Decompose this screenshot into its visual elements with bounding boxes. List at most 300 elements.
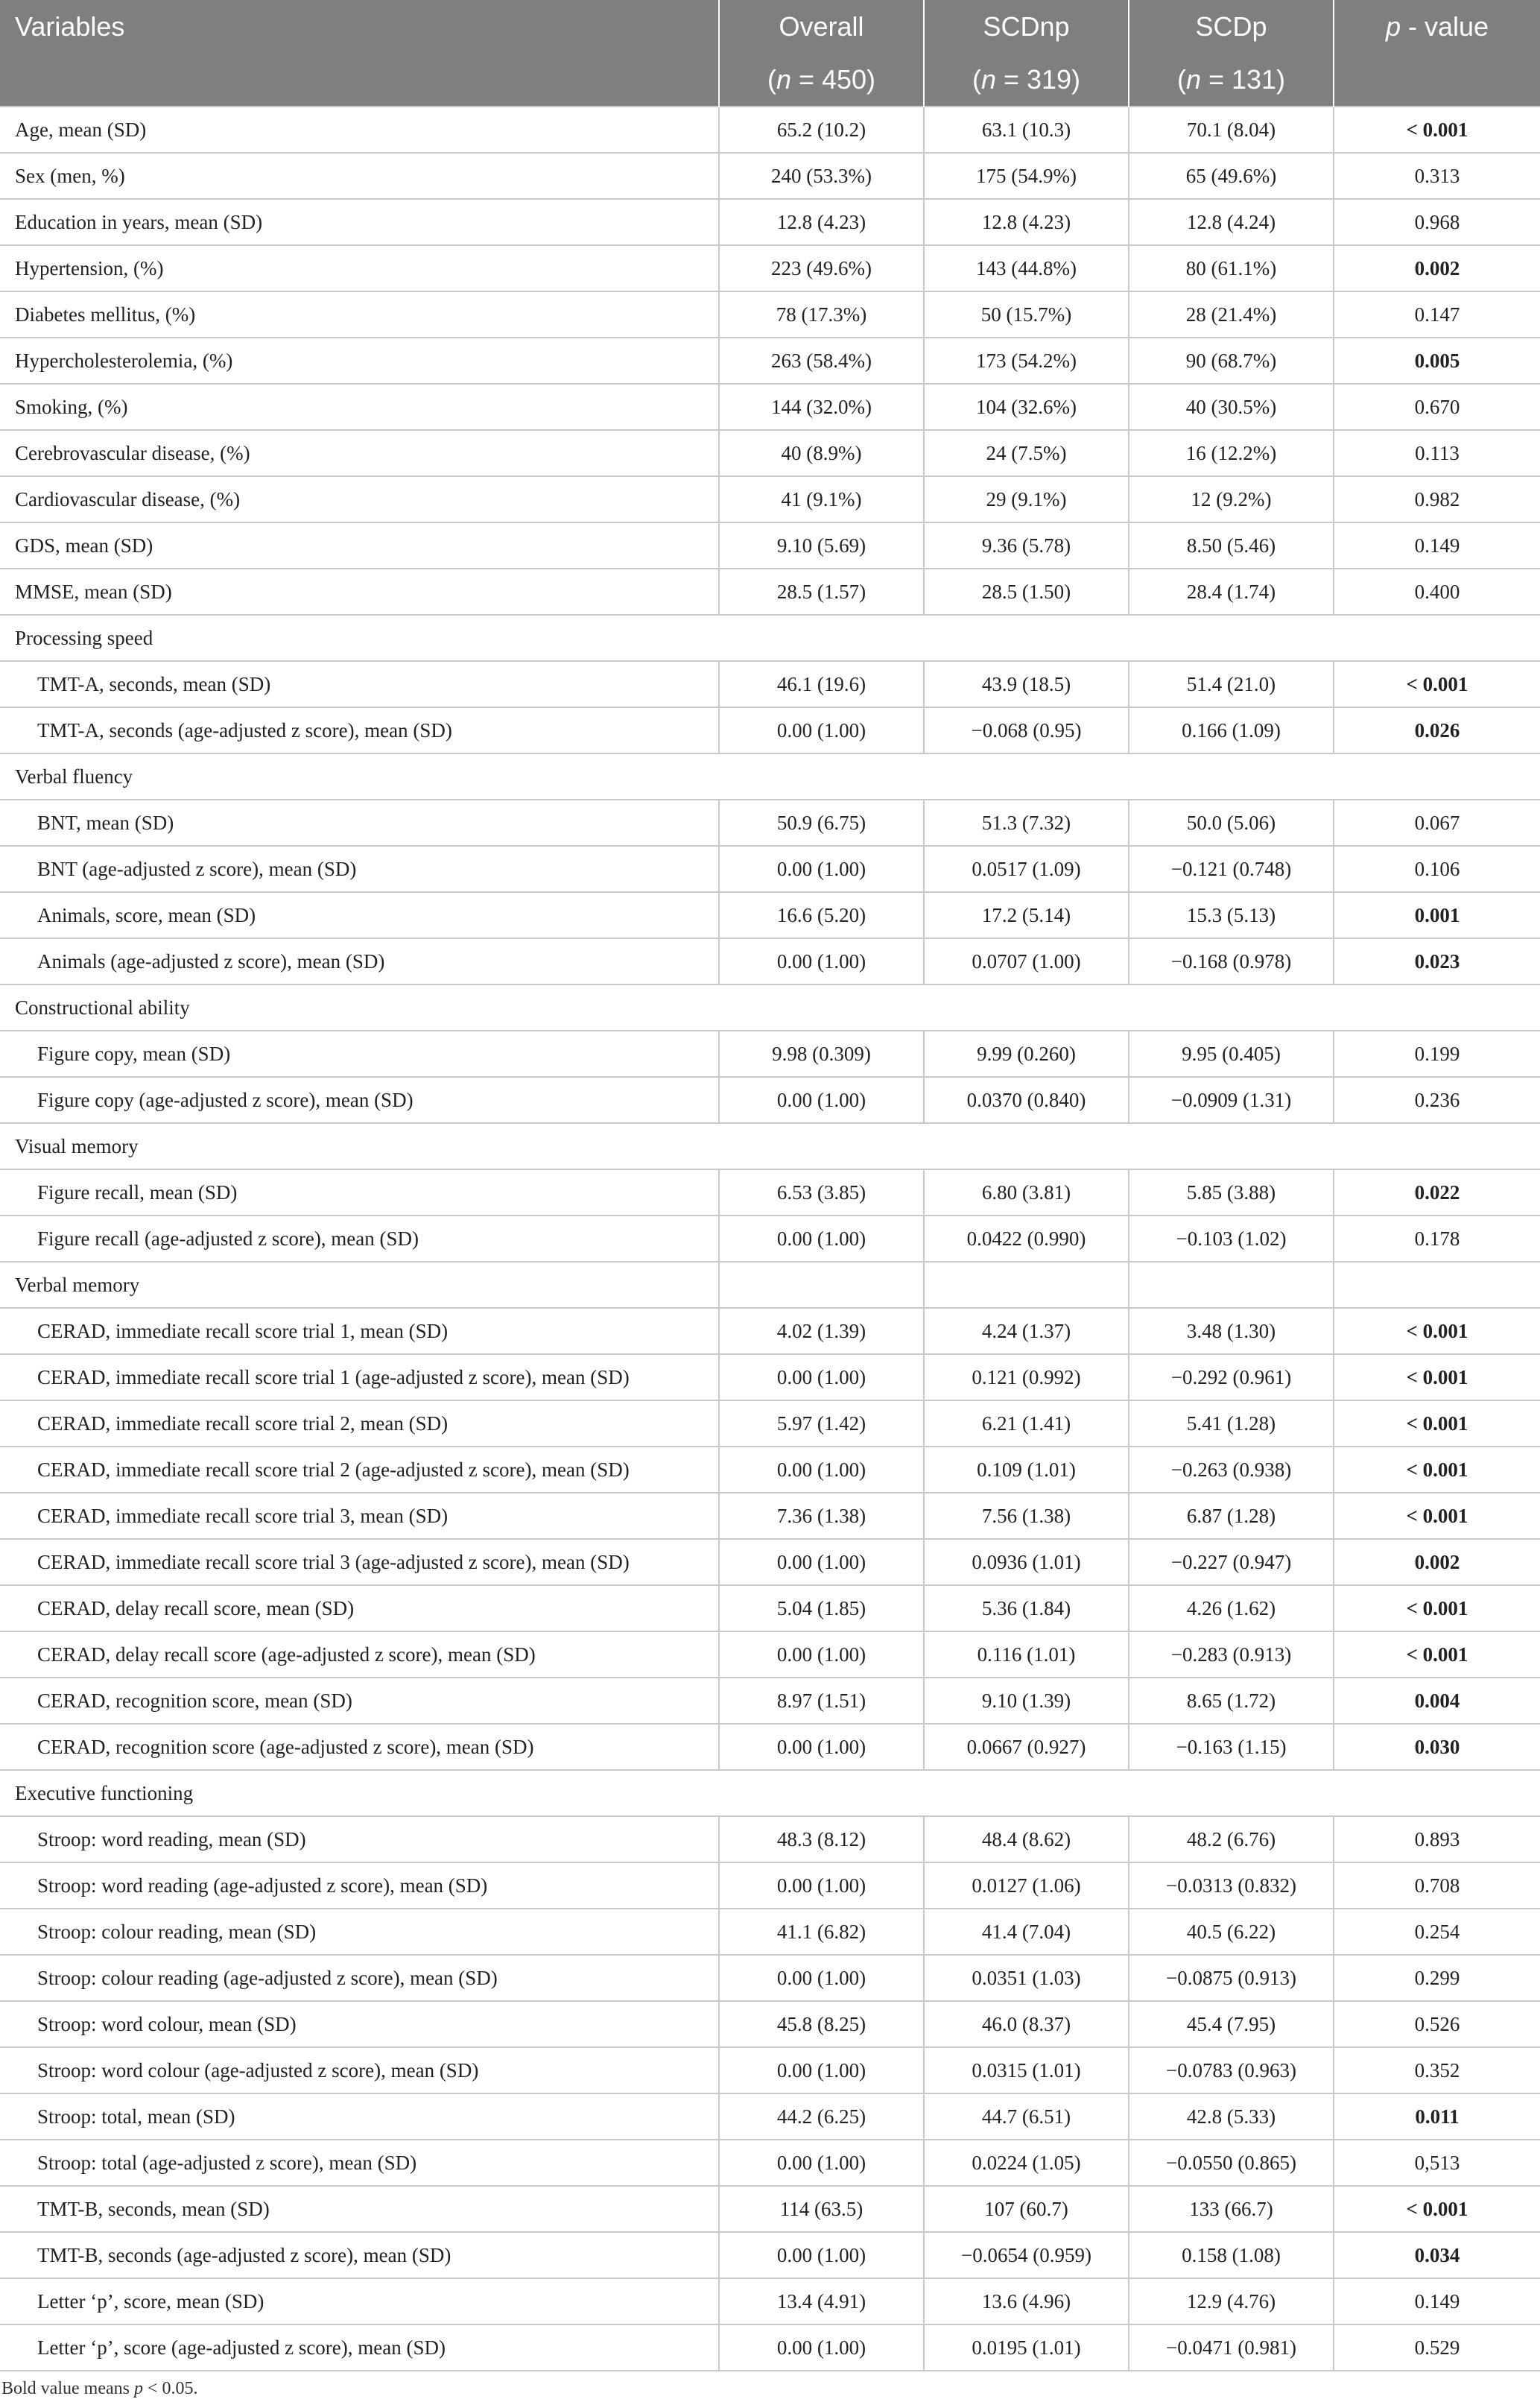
overall-cell: 9.98 (0.309) <box>719 1031 924 1077</box>
scdnp-cell: 41.4 (7.04) <box>924 1909 1129 1955</box>
empty-cell <box>1334 1262 1540 1308</box>
overall-cell: 13.4 (4.91) <box>719 2278 924 2324</box>
scdp-cell: 8.65 (1.72) <box>1129 1678 1334 1724</box>
scdnp-cell: 13.6 (4.96) <box>924 2278 1129 2324</box>
scdnp-cell: 43.9 (18.5) <box>924 661 1129 707</box>
table-row <box>0 1678 1540 1724</box>
n-italic: n <box>1185 63 1201 95</box>
scdnp-cell: 9.10 (1.39) <box>924 1678 1129 1724</box>
table-row <box>0 430 1540 476</box>
p-value-cell: 0.968 <box>1334 199 1540 245</box>
variable-cell: CERAD, immediate recall score trial 1, mean (SD) <box>0 1308 719 1354</box>
section-label: Verbal memory <box>0 1262 719 1308</box>
table-row <box>0 1308 1540 1354</box>
open-paren: ( <box>1176 63 1186 95</box>
scdnp-cell: 44.7 (6.51) <box>924 2093 1129 2140</box>
p-value-cell: < 0.001 <box>1334 1354 1540 1400</box>
scdp-cell: 0.166 (1.09) <box>1129 707 1334 753</box>
overall-cell: 0.00 (1.00) <box>719 2140 924 2186</box>
scdp-cell: 12.9 (4.76) <box>1129 2278 1334 2324</box>
variable-cell: CERAD, delay recall score, mean (SD) <box>0 1585 719 1631</box>
scdp-cell: 80 (61.1%) <box>1129 245 1334 291</box>
p-value-cell: 0.002 <box>1334 245 1540 291</box>
variable-cell: TMT-B, seconds, mean (SD) <box>0 2186 719 2232</box>
p-value-cell: 0.002 <box>1334 1539 1540 1585</box>
p-value-cell: < 0.001 <box>1334 2186 1540 2232</box>
scdp-cell: −0.0875 (0.913) <box>1129 1955 1334 2001</box>
p-value-cell: 0.030 <box>1334 1724 1540 1770</box>
variable-cell: Stroop: word colour, mean (SD) <box>0 2001 719 2047</box>
variable-cell: Cardiovascular disease, (%) <box>0 476 719 522</box>
overall-cell: 0.00 (1.00) <box>719 1354 924 1400</box>
scdp-cell: 4.26 (1.62) <box>1129 1585 1334 1631</box>
overall-cell: 0.00 (1.00) <box>719 846 924 892</box>
scdp-cell: 28 (21.4%) <box>1129 291 1334 338</box>
table-row <box>0 476 1540 522</box>
header-p-italic: p <box>1385 10 1401 42</box>
header-empty <box>0 53 719 107</box>
scdp-cell: 9.95 (0.405) <box>1129 1031 1334 1077</box>
section-label: Visual memory <box>0 1123 1540 1169</box>
table-row <box>0 291 1540 338</box>
overall-cell: 240 (53.3%) <box>719 153 924 199</box>
variable-cell: Diabetes mellitus, (%) <box>0 291 719 338</box>
p-value-cell: 0.023 <box>1334 938 1540 984</box>
scdnp-cell: 51.3 (7.32) <box>924 800 1129 846</box>
scdp-cell: 45.4 (7.95) <box>1129 2001 1334 2047</box>
p-value-cell: 0.400 <box>1334 569 1540 615</box>
overall-cell: 65.2 (10.2) <box>719 107 924 153</box>
scdp-n-value: = 131) <box>1200 63 1286 95</box>
p-value-cell: < 0.001 <box>1334 1447 1540 1493</box>
variable-cell: Animals, score, mean (SD) <box>0 892 719 938</box>
header-variables: Variables <box>0 0 719 53</box>
p-value-cell: < 0.001 <box>1334 1493 1540 1539</box>
scdnp-cell: 175 (54.9%) <box>924 153 1129 199</box>
variable-cell: Smoking, (%) <box>0 384 719 430</box>
section-label: Verbal fluency <box>0 753 1540 800</box>
p-value-cell: 0.982 <box>1334 476 1540 522</box>
scdnp-cell: 0.0127 (1.06) <box>924 1862 1129 1909</box>
table-row <box>0 1539 1540 1585</box>
variable-cell: Stroop: word reading, mean (SD) <box>0 1816 719 1862</box>
table-row <box>0 1031 1540 1077</box>
table-row <box>0 800 1540 846</box>
scdnp-cell: 63.1 (10.3) <box>924 107 1129 153</box>
table-row <box>0 2186 1540 2232</box>
overall-cell: 50.9 (6.75) <box>719 800 924 846</box>
section-label: Processing speed <box>0 615 1540 661</box>
table-row <box>0 2001 1540 2047</box>
scdnp-cell: 0.0936 (1.01) <box>924 1539 1129 1585</box>
p-value-cell: < 0.001 <box>1334 107 1540 153</box>
scdp-cell: −0.163 (1.15) <box>1129 1724 1334 1770</box>
p-value-cell: 0.708 <box>1334 1862 1540 1909</box>
table-row <box>0 2047 1540 2093</box>
table-row <box>0 1493 1540 1539</box>
scdp-cell: −0.0909 (1.31) <box>1129 1077 1334 1123</box>
table-body <box>0 107 1540 2371</box>
variable-cell: Animals (age-adjusted z score), mean (SD) <box>0 938 719 984</box>
header-row <box>0 0 1540 53</box>
scdp-cell: 51.4 (21.0) <box>1129 661 1334 707</box>
variable-cell: Education in years, mean (SD) <box>0 199 719 245</box>
p-value-cell: 0.149 <box>1334 2278 1540 2324</box>
table-row <box>0 2232 1540 2278</box>
scdnp-cell: −0.068 (0.95) <box>924 707 1129 753</box>
scdnp-cell: 0.121 (0.992) <box>924 1354 1129 1400</box>
table-row <box>0 384 1540 430</box>
table-row <box>0 522 1540 569</box>
scdnp-cell: 29 (9.1%) <box>924 476 1129 522</box>
scdp-cell: 42.8 (5.33) <box>1129 2093 1334 2140</box>
scdp-cell: −0.168 (0.978) <box>1129 938 1334 984</box>
table-row <box>0 1955 1540 2001</box>
footnote-prefix: Bold value means <box>1 2379 134 2398</box>
section-row <box>0 1770 1540 1816</box>
variable-cell: CERAD, recognition score, mean (SD) <box>0 1678 719 1724</box>
scdnp-cell: 0.0707 (1.00) <box>924 938 1129 984</box>
scdnp-cell: 0.116 (1.01) <box>924 1631 1129 1678</box>
scdp-cell: 5.41 (1.28) <box>1129 1400 1334 1447</box>
header-scdp: SCDp <box>1129 0 1334 53</box>
p-value-cell: 0,513 <box>1334 2140 1540 2186</box>
scdnp-cell: 9.36 (5.78) <box>924 522 1129 569</box>
header-overall: Overall <box>719 0 924 53</box>
n-italic: n <box>980 63 996 95</box>
scdp-cell: 48.2 (6.76) <box>1129 1816 1334 1862</box>
table-header <box>0 0 1540 107</box>
scdp-cell: −0.263 (0.938) <box>1129 1447 1334 1493</box>
p-value-cell: 0.147 <box>1334 291 1540 338</box>
overall-cell: 0.00 (1.00) <box>719 1447 924 1493</box>
variable-cell: Figure recall (age-adjusted z score), mean (SD) <box>0 1216 719 1262</box>
variable-cell: Stroop: colour reading, mean (SD) <box>0 1909 719 1955</box>
variable-cell: Hypercholesterolemia, (%) <box>0 338 719 384</box>
p-value-cell: 0.236 <box>1334 1077 1540 1123</box>
overall-cell: 44.2 (6.25) <box>719 2093 924 2140</box>
empty-cell <box>1129 1262 1334 1308</box>
table-row <box>0 2093 1540 2140</box>
scdnp-cell: 17.2 (5.14) <box>924 892 1129 938</box>
table-row <box>0 1631 1540 1678</box>
table-row <box>0 707 1540 753</box>
p-value-cell: 0.199 <box>1334 1031 1540 1077</box>
scdnp-cell: 46.0 (8.37) <box>924 2001 1129 2047</box>
p-value-cell: 0.670 <box>1334 384 1540 430</box>
scdp-cell: 3.48 (1.30) <box>1129 1308 1334 1354</box>
scdp-cell: 8.50 (5.46) <box>1129 522 1334 569</box>
section-row <box>0 984 1540 1031</box>
p-value-cell: 0.001 <box>1334 892 1540 938</box>
scdp-cell: 15.3 (5.13) <box>1129 892 1334 938</box>
overall-cell: 0.00 (1.00) <box>719 1077 924 1123</box>
overall-cell: 0.00 (1.00) <box>719 2232 924 2278</box>
scdp-cell: 5.85 (3.88) <box>1129 1169 1334 1216</box>
scdp-cell: 50.0 (5.06) <box>1129 800 1334 846</box>
scdnp-cell: 0.0517 (1.09) <box>924 846 1129 892</box>
scdnp-cell: 173 (54.2%) <box>924 338 1129 384</box>
empty-cell <box>719 1262 924 1308</box>
p-value-cell: 0.034 <box>1334 2232 1540 2278</box>
header-scdp-n <box>1129 53 1334 107</box>
table-row <box>0 1447 1540 1493</box>
scdp-cell: −0.103 (1.02) <box>1129 1216 1334 1262</box>
table-row <box>0 2278 1540 2324</box>
scdnp-cell: 48.4 (8.62) <box>924 1816 1129 1862</box>
p-value-cell: 0.254 <box>1334 1909 1540 1955</box>
header-empty <box>1334 53 1540 107</box>
overall-cell: 12.8 (4.23) <box>719 199 924 245</box>
overall-cell: 45.8 (8.25) <box>719 2001 924 2047</box>
empty-cell <box>924 1262 1129 1308</box>
footnote-p-italic: p <box>133 2379 143 2398</box>
scdnp-cell: 143 (44.8%) <box>924 245 1129 291</box>
scdp-cell: −0.121 (0.748) <box>1129 846 1334 892</box>
section-row <box>0 753 1540 800</box>
scdp-cell: 16 (12.2%) <box>1129 430 1334 476</box>
scdp-cell: 133 (66.7) <box>1129 2186 1334 2232</box>
scdnp-cell: 0.0315 (1.01) <box>924 2047 1129 2093</box>
p-value-cell: 0.005 <box>1334 338 1540 384</box>
overall-cell: 40 (8.9%) <box>719 430 924 476</box>
scdnp-cell: 0.0351 (1.03) <box>924 1955 1129 2001</box>
variable-cell: CERAD, immediate recall score trial 2, mean (SD) <box>0 1400 719 1447</box>
variable-cell: CERAD, immediate recall score trial 3, mean (SD) <box>0 1493 719 1539</box>
overall-cell: 0.00 (1.00) <box>719 1631 924 1678</box>
p-value-cell: < 0.001 <box>1334 1400 1540 1447</box>
overall-cell: 0.00 (1.00) <box>719 1955 924 2001</box>
footnote <box>0 2371 1540 2399</box>
table-row <box>0 199 1540 245</box>
variable-cell: Hypertension, (%) <box>0 245 719 291</box>
p-value-cell: < 0.001 <box>1334 1585 1540 1631</box>
footnote-suffix: < 0.05. <box>142 2379 198 2398</box>
variable-cell: BNT (age-adjusted z score), mean (SD) <box>0 846 719 892</box>
scdp-cell: −0.0783 (0.963) <box>1129 2047 1334 2093</box>
scdp-cell: 0.158 (1.08) <box>1129 2232 1334 2278</box>
overall-cell: 223 (49.6%) <box>719 245 924 291</box>
overall-cell: 0.00 (1.00) <box>719 938 924 984</box>
overall-n-value: = 450) <box>790 63 876 95</box>
variable-cell: CERAD, immediate recall score trial 1 (age-adjusted z score), mean (SD) <box>0 1354 719 1400</box>
p-value-cell: 0.022 <box>1334 1169 1540 1216</box>
p-value-cell: < 0.001 <box>1334 1308 1540 1354</box>
scdnp-cell: 0.0195 (1.01) <box>924 2324 1129 2371</box>
scdnp-cell: 107 (60.7) <box>924 2186 1129 2232</box>
table-row <box>0 107 1540 153</box>
scdp-cell: −0.0550 (0.865) <box>1129 2140 1334 2186</box>
scdp-cell: 40 (30.5%) <box>1129 384 1334 430</box>
p-value-cell: 0.893 <box>1334 1816 1540 1862</box>
variable-cell: CERAD, recognition score (age-adjusted z score), mean (SD) <box>0 1724 719 1770</box>
p-value-cell: 0.067 <box>1334 800 1540 846</box>
section-row <box>0 1123 1540 1169</box>
overall-cell: 4.02 (1.39) <box>719 1308 924 1354</box>
variable-cell: Stroop: word colour (age-adjusted z score), mean (SD) <box>0 2047 719 2093</box>
p-value-cell: 0.526 <box>1334 2001 1540 2047</box>
variable-cell: Stroop: total, mean (SD) <box>0 2093 719 2140</box>
overall-cell: 46.1 (19.6) <box>719 661 924 707</box>
scdp-cell: −0.227 (0.947) <box>1129 1539 1334 1585</box>
variable-cell: TMT-A, seconds (age-adjusted z score), mean (SD) <box>0 707 719 753</box>
table-row <box>0 569 1540 615</box>
table-row <box>0 2324 1540 2371</box>
scdnp-cell: 0.109 (1.01) <box>924 1447 1129 1493</box>
scdp-cell: 40.5 (6.22) <box>1129 1909 1334 1955</box>
overall-cell: 0.00 (1.00) <box>719 1862 924 1909</box>
scdp-cell: 12 (9.2%) <box>1129 476 1334 522</box>
variable-cell: MMSE, mean (SD) <box>0 569 719 615</box>
p-value-cell: 0.352 <box>1334 2047 1540 2093</box>
table-row <box>0 1909 1540 1955</box>
table-row <box>0 1354 1540 1400</box>
variable-cell: CERAD, delay recall score (age-adjusted z score), mean (SD) <box>0 1631 719 1678</box>
overall-cell: 5.04 (1.85) <box>719 1585 924 1631</box>
scdp-cell: 6.87 (1.28) <box>1129 1493 1334 1539</box>
overall-cell: 6.53 (3.85) <box>719 1169 924 1216</box>
scdnp-cell: 28.5 (1.50) <box>924 569 1129 615</box>
variable-cell: Cerebrovascular disease, (%) <box>0 430 719 476</box>
table-row <box>0 1216 1540 1262</box>
variable-cell: Sex (men, %) <box>0 153 719 199</box>
scdnp-cell: 0.0224 (1.05) <box>924 2140 1129 2186</box>
scdnp-cell: 50 (15.7%) <box>924 291 1129 338</box>
header-overall-n <box>719 53 924 107</box>
table-row <box>0 1169 1540 1216</box>
overall-cell: 114 (63.5) <box>719 2186 924 2232</box>
section-label: Executive functioning <box>0 1770 1540 1816</box>
scdp-cell: −0.283 (0.913) <box>1129 1631 1334 1678</box>
n-italic: n <box>776 63 791 95</box>
overall-cell: 0.00 (1.00) <box>719 2324 924 2371</box>
header-scdnp-n <box>924 53 1129 107</box>
header-n-row <box>0 53 1540 107</box>
scdp-cell: 12.8 (4.24) <box>1129 199 1334 245</box>
scdnp-cell: 5.36 (1.84) <box>924 1585 1129 1631</box>
variable-cell: CERAD, immediate recall score trial 3 (age-adjusted z score), mean (SD) <box>0 1539 719 1585</box>
scdnp-cell: 24 (7.5%) <box>924 430 1129 476</box>
scdp-cell: −0.0313 (0.832) <box>1129 1862 1334 1909</box>
scdnp-cell: 6.80 (3.81) <box>924 1169 1129 1216</box>
overall-cell: 144 (32.0%) <box>719 384 924 430</box>
overall-cell: 0.00 (1.00) <box>719 707 924 753</box>
table-row <box>0 1400 1540 1447</box>
variable-cell: Figure copy (age-adjusted z score), mean (SD) <box>0 1077 719 1123</box>
p-value-cell: 0.529 <box>1334 2324 1540 2371</box>
p-value-cell: < 0.001 <box>1334 1631 1540 1678</box>
p-value-cell: 0.026 <box>1334 707 1540 753</box>
overall-cell: 41.1 (6.82) <box>719 1909 924 1955</box>
p-value-cell: 0.113 <box>1334 430 1540 476</box>
scdp-cell: −0.0471 (0.981) <box>1129 2324 1334 2371</box>
table-row <box>0 938 1540 984</box>
open-paren: ( <box>972 63 981 95</box>
scdnp-n-value: = 319) <box>995 63 1081 95</box>
variable-cell: Age, mean (SD) <box>0 107 719 153</box>
table-row <box>0 1585 1540 1631</box>
p-value-cell: 0.106 <box>1334 846 1540 892</box>
variable-cell: TMT-B, seconds (age-adjusted z score), mean (SD) <box>0 2232 719 2278</box>
scdp-cell: 70.1 (8.04) <box>1129 107 1334 153</box>
section-row <box>0 1262 1540 1308</box>
overall-cell: 5.97 (1.42) <box>719 1400 924 1447</box>
overall-cell: 48.3 (8.12) <box>719 1816 924 1862</box>
section-row <box>0 615 1540 661</box>
scdnp-cell: 12.8 (4.23) <box>924 199 1129 245</box>
table-row <box>0 1077 1540 1123</box>
scdnp-cell: 104 (32.6%) <box>924 384 1129 430</box>
variable-cell: Figure copy, mean (SD) <box>0 1031 719 1077</box>
table-row <box>0 153 1540 199</box>
overall-cell: 7.36 (1.38) <box>719 1493 924 1539</box>
p-value-cell: 0.299 <box>1334 1955 1540 2001</box>
scdnp-cell: 7.56 (1.38) <box>924 1493 1129 1539</box>
scdnp-cell: 4.24 (1.37) <box>924 1308 1129 1354</box>
table-row <box>0 1862 1540 1909</box>
overall-cell: 0.00 (1.00) <box>719 1216 924 1262</box>
scdnp-cell: 0.0370 (0.840) <box>924 1077 1129 1123</box>
variable-cell: Stroop: colour reading (age-adjusted z score), mean (SD) <box>0 1955 719 2001</box>
table-row <box>0 2140 1540 2186</box>
table-row <box>0 1724 1540 1770</box>
variable-cell: GDS, mean (SD) <box>0 522 719 569</box>
scdnp-cell: 0.0422 (0.990) <box>924 1216 1129 1262</box>
overall-cell: 0.00 (1.00) <box>719 1539 924 1585</box>
scdnp-cell: 0.0667 (0.927) <box>924 1724 1129 1770</box>
scdp-cell: 28.4 (1.74) <box>1129 569 1334 615</box>
p-value-cell: 0.149 <box>1334 522 1540 569</box>
table-row <box>0 846 1540 892</box>
p-value-cell: < 0.001 <box>1334 661 1540 707</box>
table-row <box>0 1816 1540 1862</box>
overall-cell: 0.00 (1.00) <box>719 1724 924 1770</box>
table-row <box>0 338 1540 384</box>
p-value-cell: 0.178 <box>1334 1216 1540 1262</box>
scdnp-cell: −0.0654 (0.959) <box>924 2232 1129 2278</box>
table-row <box>0 892 1540 938</box>
overall-cell: 28.5 (1.57) <box>719 569 924 615</box>
scdp-cell: 90 (68.7%) <box>1129 338 1334 384</box>
variable-cell: TMT-A, seconds, mean (SD) <box>0 661 719 707</box>
scdnp-cell: 6.21 (1.41) <box>924 1400 1129 1447</box>
variable-cell: Stroop: word reading (age-adjusted z score), mean (SD) <box>0 1862 719 1909</box>
variable-cell: Figure recall, mean (SD) <box>0 1169 719 1216</box>
scdp-cell: 65 (49.6%) <box>1129 153 1334 199</box>
p-value-cell: 0.011 <box>1334 2093 1540 2140</box>
overall-cell: 78 (17.3%) <box>719 291 924 338</box>
overall-cell: 8.97 (1.51) <box>719 1678 924 1724</box>
overall-cell: 9.10 (5.69) <box>719 522 924 569</box>
variable-cell: Letter ‘p’, score, mean (SD) <box>0 2278 719 2324</box>
overall-cell: 0.00 (1.00) <box>719 2047 924 2093</box>
overall-cell: 41 (9.1%) <box>719 476 924 522</box>
table-row <box>0 245 1540 291</box>
scdnp-cell: 9.99 (0.260) <box>924 1031 1129 1077</box>
open-paren: ( <box>767 63 776 95</box>
overall-cell: 16.6 (5.20) <box>719 892 924 938</box>
p-value-cell: 0.313 <box>1334 153 1540 199</box>
overall-cell: 263 (58.4%) <box>719 338 924 384</box>
variable-cell: Stroop: total (age-adjusted z score), mean (SD) <box>0 2140 719 2186</box>
scdp-cell: −0.292 (0.961) <box>1129 1354 1334 1400</box>
variable-cell: Letter ‘p’, score (age-adjusted z score), mean (SD) <box>0 2324 719 2371</box>
header-p-value <box>1334 0 1540 53</box>
header-scdnp: SCDnp <box>924 0 1129 53</box>
header-p-rest: - value <box>1400 10 1489 42</box>
section-label: Constructional ability <box>0 984 1540 1031</box>
variable-cell: BNT, mean (SD) <box>0 800 719 846</box>
